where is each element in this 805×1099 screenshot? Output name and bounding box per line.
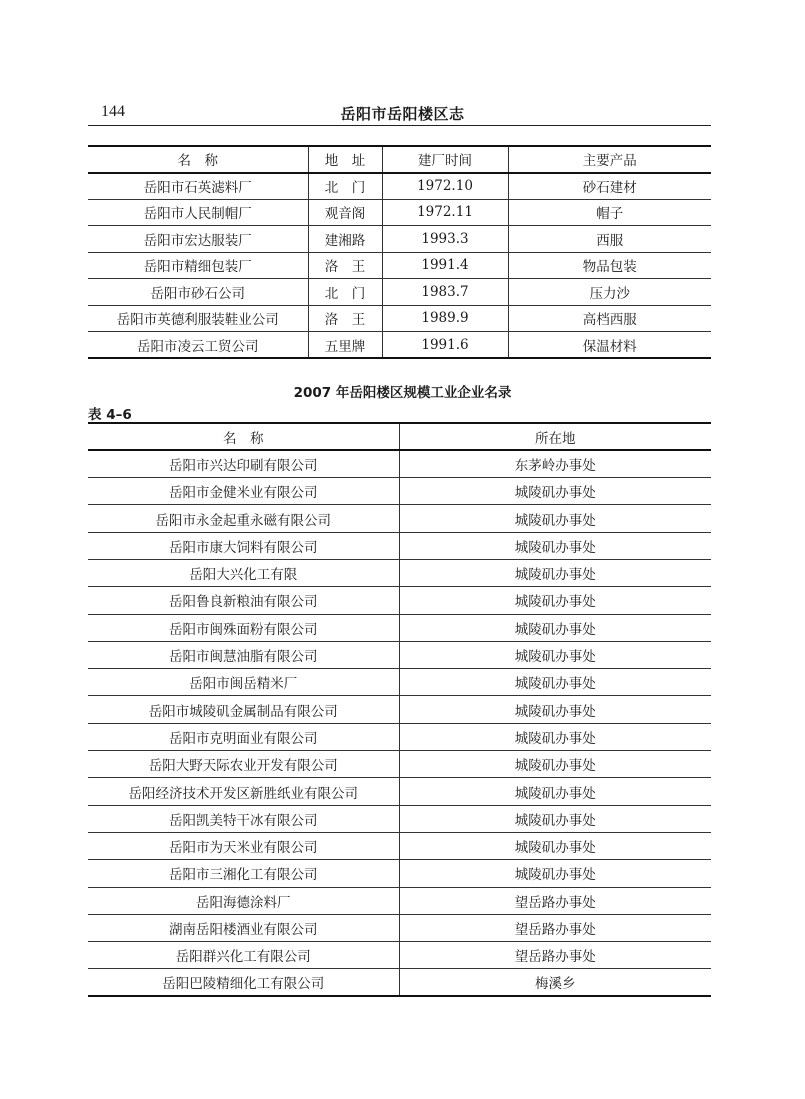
cell-founded: 1991.4 xyxy=(382,252,508,279)
column-header-name: 名 称 xyxy=(88,146,308,173)
cell-name: 岳阳市闽岳精米厂 xyxy=(88,669,399,696)
cell-name: 岳阳市金健米业有限公司 xyxy=(88,478,399,505)
cell-name: 岳阳凯美特干冰有限公司 xyxy=(88,805,399,832)
cell-location: 城陵矶办事处 xyxy=(399,723,711,750)
table-row xyxy=(88,505,711,532)
cell-location: 望岳路办事处 xyxy=(399,914,711,941)
table-number: 表 4–6 xyxy=(88,407,132,423)
table-row xyxy=(88,478,711,505)
table-row xyxy=(88,587,711,614)
cell-location: 城陵矶办事处 xyxy=(399,778,711,805)
cell-address: 观音阁 xyxy=(308,199,382,226)
table-row xyxy=(88,450,711,477)
table-row xyxy=(88,751,711,778)
cell-location: 东茅岭办事处 xyxy=(399,450,711,477)
table-row xyxy=(88,778,711,805)
table-row xyxy=(88,832,711,859)
cell-location: 城陵矶办事处 xyxy=(399,532,711,559)
table-row xyxy=(88,805,711,832)
enterprise-table-body xyxy=(88,173,711,359)
cell-name: 岳阳市凌云工贸公司 xyxy=(88,332,308,359)
cell-name: 岳阳市人民制帽厂 xyxy=(88,199,308,226)
industrial-enterprise-table-body xyxy=(88,450,711,996)
table-header-row xyxy=(88,146,711,173)
table-row xyxy=(88,305,711,332)
cell-location: 城陵矶办事处 xyxy=(399,751,711,778)
cell-name: 岳阳群兴化工有限公司 xyxy=(88,942,399,969)
cell-name: 岳阳市砂石公司 xyxy=(88,279,308,306)
cell-founded: 1972.10 xyxy=(382,173,508,200)
cell-address: 北 门 xyxy=(308,173,382,200)
table-row xyxy=(88,279,711,306)
table-row xyxy=(88,532,711,559)
cell-name: 岳阳市石英滤料厂 xyxy=(88,173,308,200)
cell-location: 城陵矶办事处 xyxy=(399,587,711,614)
column-header-founded: 建厂时间 xyxy=(382,146,508,173)
table-row xyxy=(88,559,711,586)
table-row xyxy=(88,914,711,941)
page-number: 144 xyxy=(101,103,125,120)
cell-location: 城陵矶办事处 xyxy=(399,505,711,532)
enterprise-table xyxy=(88,145,711,359)
cell-location: 城陵矶办事处 xyxy=(399,805,711,832)
cell-name: 岳阳海德涂料厂 xyxy=(88,887,399,914)
cell-address: 五里牌 xyxy=(308,332,382,359)
cell-name: 岳阳鲁良新粮油有限公司 xyxy=(88,587,399,614)
running-title: 岳阳市岳阳楼区志 xyxy=(340,105,465,123)
cell-location: 梅溪乡 xyxy=(399,969,711,996)
table-row xyxy=(88,723,711,750)
cell-name: 岳阳市康大饲料有限公司 xyxy=(88,532,399,559)
cell-founded: 1991.6 xyxy=(382,332,508,359)
table-header-row xyxy=(88,423,711,450)
cell-location: 城陵矶办事处 xyxy=(399,860,711,887)
cell-products: 物品包装 xyxy=(508,252,711,279)
cell-name: 岳阳市兴达印刷有限公司 xyxy=(88,450,399,477)
cell-name: 岳阳市克明面业有限公司 xyxy=(88,723,399,750)
cell-name: 岳阳市永金起重永磁有限公司 xyxy=(88,505,399,532)
cell-location: 望岳路办事处 xyxy=(399,942,711,969)
industrial-enterprise-table xyxy=(88,422,711,997)
table-row xyxy=(88,226,711,253)
cell-location: 城陵矶办事处 xyxy=(399,641,711,668)
cell-address: 北 门 xyxy=(308,279,382,306)
cell-address: 建湘路 xyxy=(308,226,382,253)
column-header-address: 地 址 xyxy=(308,146,382,173)
cell-name: 岳阳经济技术开发区新胜纸业有限公司 xyxy=(88,778,399,805)
column-header-products: 主要产品 xyxy=(508,146,711,173)
table-row xyxy=(88,669,711,696)
cell-location: 望岳路办事处 xyxy=(399,887,711,914)
cell-location: 城陵矶办事处 xyxy=(399,559,711,586)
cell-products: 帽子 xyxy=(508,199,711,226)
cell-founded: 1983.7 xyxy=(382,279,508,306)
cell-founded: 1972.11 xyxy=(382,199,508,226)
cell-location: 城陵矶办事处 xyxy=(399,696,711,723)
cell-founded: 1993.3 xyxy=(382,226,508,253)
table-row xyxy=(88,614,711,641)
cell-location: 城陵矶办事处 xyxy=(399,832,711,859)
cell-name: 岳阳市宏达服装厂 xyxy=(88,226,308,253)
column-header-location: 所在地 xyxy=(399,423,711,450)
column-header-name: 名 称 xyxy=(88,423,399,450)
cell-location: 城陵矶办事处 xyxy=(399,478,711,505)
cell-founded: 1989.9 xyxy=(382,305,508,332)
cell-products: 压力沙 xyxy=(508,279,711,306)
cell-name: 岳阳市闽殊面粉有限公司 xyxy=(88,614,399,641)
table-row xyxy=(88,641,711,668)
table-row xyxy=(88,332,711,359)
cell-name: 岳阳巴陵精细化工有限公司 xyxy=(88,969,399,996)
cell-name: 岳阳市精细包装厂 xyxy=(88,252,308,279)
table-row xyxy=(88,942,711,969)
cell-name: 岳阳市城陵矶金属制品有限公司 xyxy=(88,696,399,723)
table-caption: 2007 年岳阳楼区规模工业企业名录 xyxy=(293,385,512,401)
table-row xyxy=(88,860,711,887)
cell-name: 岳阳市为天米业有限公司 xyxy=(88,832,399,859)
cell-location: 城陵矶办事处 xyxy=(399,614,711,641)
cell-name: 湖南岳阳楼酒业有限公司 xyxy=(88,914,399,941)
cell-name: 岳阳市闽慧油脂有限公司 xyxy=(88,641,399,668)
cell-location: 城陵矶办事处 xyxy=(399,669,711,696)
cell-products: 保温材料 xyxy=(508,332,711,359)
table-row xyxy=(88,173,711,200)
cell-name: 岳阳市三湘化工有限公司 xyxy=(88,860,399,887)
cell-products: 砂石建材 xyxy=(508,173,711,200)
header-rule xyxy=(88,125,711,126)
table-row xyxy=(88,887,711,914)
cell-address: 洛 王 xyxy=(308,305,382,332)
cell-products: 西服 xyxy=(508,226,711,253)
table-row xyxy=(88,696,711,723)
table-row xyxy=(88,252,711,279)
cell-address: 洛 王 xyxy=(308,252,382,279)
cell-products: 高档西服 xyxy=(508,305,711,332)
table-row xyxy=(88,969,711,996)
table-row xyxy=(88,199,711,226)
cell-name: 岳阳大野天际农业开发有限公司 xyxy=(88,751,399,778)
cell-name: 岳阳大兴化工有限 xyxy=(88,559,399,586)
cell-name: 岳阳市英德利服装鞋业公司 xyxy=(88,305,308,332)
